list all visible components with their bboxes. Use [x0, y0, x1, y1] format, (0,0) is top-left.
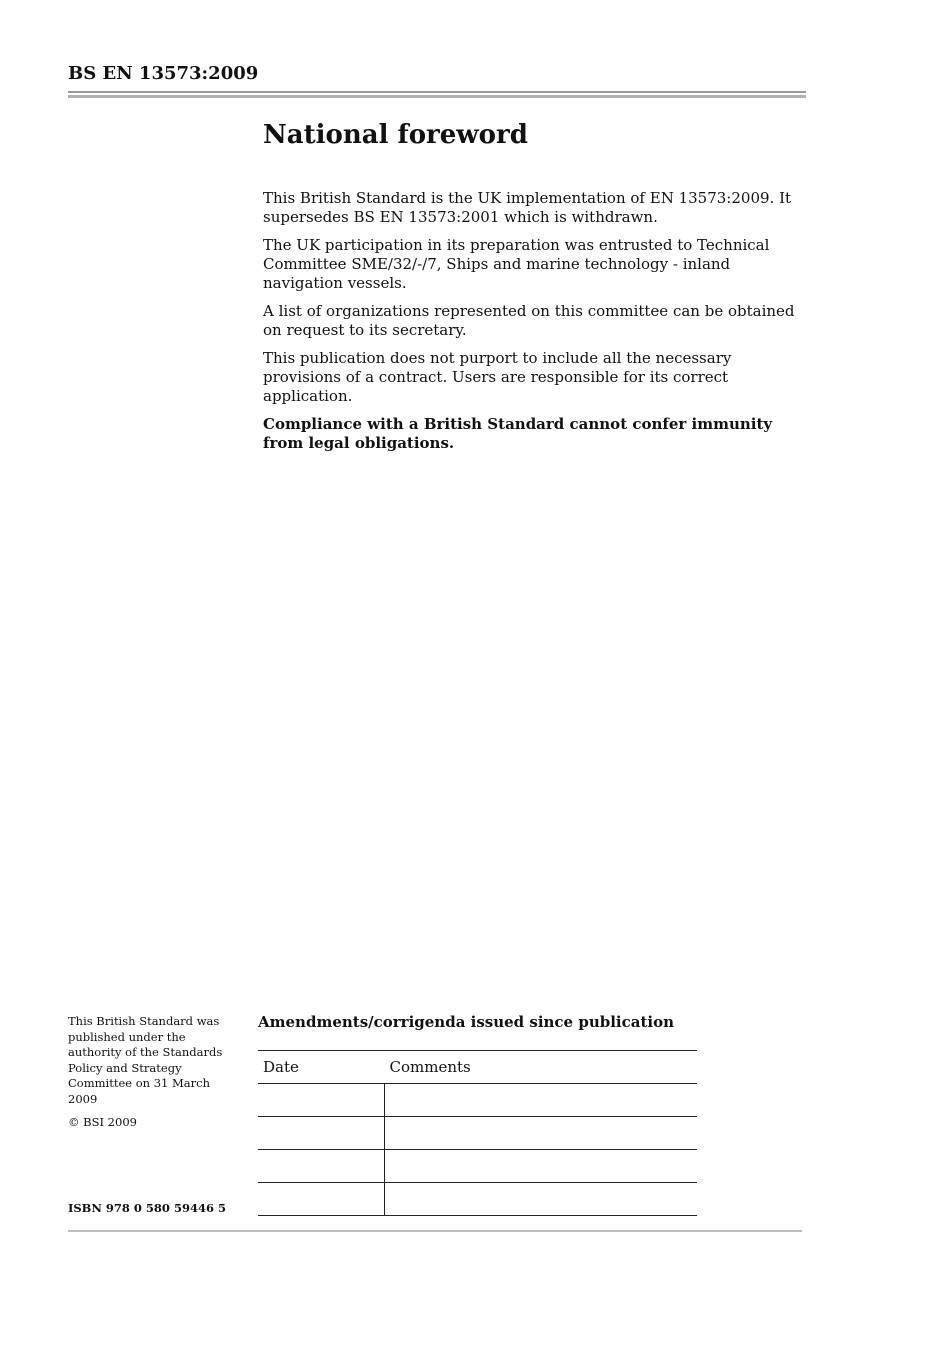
- footer-rule: [68, 1230, 802, 1232]
- header-rule-top: [68, 91, 806, 93]
- publication-sidebar: [68, 1014, 233, 1139]
- column-header-date: Date: [258, 1051, 385, 1084]
- page-title: National foreword: [263, 120, 528, 150]
- header-rule-bottom: [68, 95, 806, 98]
- date-cell: [258, 1117, 385, 1150]
- table-row: [258, 1150, 697, 1183]
- isbn: ISBN 978 0 580 59446 5: [68, 1201, 226, 1215]
- amendments-heading: Amendments/corrigenda issued since publication: [258, 1013, 674, 1031]
- foreword-body: [263, 189, 803, 462]
- foreword-paragraph-implementation: This British Standard is the UK implementation of EN 13573:2009. It supersedes BS EN 13573:2001 which is withdrawn.: [263, 189, 792, 226]
- table-header-row: [258, 1051, 697, 1084]
- comments-cell: [385, 1084, 698, 1117]
- amendments-table: [258, 1050, 697, 1216]
- date-cell: [258, 1084, 385, 1117]
- table-row: [258, 1117, 697, 1150]
- comments-cell: [385, 1117, 698, 1150]
- comments-cell: [385, 1150, 698, 1183]
- date-cell: [258, 1183, 385, 1216]
- foreword-paragraph-provisions: This publication does not purport to include all the necessary provisions of a contract. Users are responsible for its correct application.: [263, 349, 732, 405]
- table-row: [258, 1183, 697, 1216]
- date-cell: [258, 1150, 385, 1183]
- foreword-paragraph-organizations: A list of organizations represented on this committee can be obtained on request to its secretary.: [263, 302, 795, 339]
- column-header-comments: Comments: [385, 1051, 698, 1084]
- table-row: [258, 1084, 697, 1117]
- document-id: BS EN 13573:2009: [68, 63, 259, 84]
- compliance-note: Compliance with a British Standard cannot confer immunity from legal obligations.: [263, 415, 773, 452]
- comments-cell: [385, 1183, 698, 1216]
- publication-note: This British Standard was published under the authority of the Standards Policy and Strategy Committee on 31 March 2009: [68, 1014, 223, 1106]
- copyright-note: © BSI 2009: [68, 1115, 137, 1129]
- foreword-paragraph-committee: The UK participation in its preparation was entrusted to Technical Committee SME/32/-/7, Ships and marine technology - inland navigation vessels.: [263, 236, 770, 292]
